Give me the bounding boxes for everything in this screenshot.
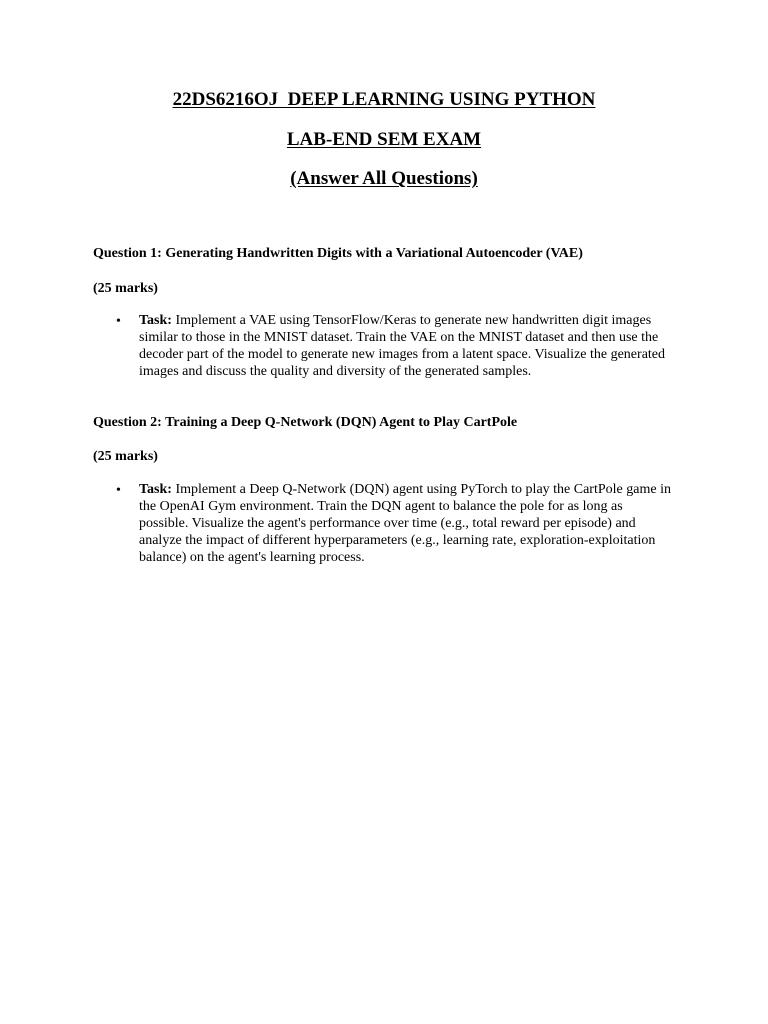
question-2-marks: (25 marks) bbox=[93, 449, 158, 464]
question-2-bullet: • bbox=[116, 483, 121, 498]
question-1-bullet: • bbox=[116, 314, 121, 329]
exam-instruction: (Answer All Questions) bbox=[290, 168, 478, 189]
question-1-task-text: Implement a VAE using TensorFlow/Keras to generate new handwritten digit images similar to those in the MNIST dataset. Train the VAE on the MNIST dataset and then use the decoder part of the model to generate new images from a latent space. Visualize the generated images and discuss the quality and diversity of the generated samples. bbox=[139, 313, 666, 379]
question-2-task-label: Task: bbox=[139, 482, 172, 497]
question-2-task-text: Implement a Deep Q-Network (DQN) agent using PyTorch to play the CartPole game in the OpenAI Gym environment. Train the DQN agent to balance the pole for as long as possible. Visualize the agent's performance over time (e.g., total reward per episode) and analyze the impact of different hyperparameters (e.g., learning rate, exploration-exploitation balance) on the agent's learning process. bbox=[139, 482, 671, 565]
question-1-task bbox=[139, 312, 674, 380]
course-title: 22DS6216OJ DEEP LEARNING USING PYTHON bbox=[172, 89, 596, 110]
question-1-marks: (25 marks) bbox=[93, 281, 158, 296]
question-1-title: Question 1: Generating Handwritten Digits with a Variational Autoencoder (VAE) bbox=[93, 246, 583, 261]
exam-title: LAB-END SEM EXAM bbox=[286, 129, 482, 150]
question-1-task-label: Task: bbox=[139, 313, 172, 328]
question-2-task bbox=[139, 481, 674, 566]
question-2-title: Question 2: Training a Deep Q-Network (DQN) Agent to Play CartPole bbox=[93, 415, 518, 430]
